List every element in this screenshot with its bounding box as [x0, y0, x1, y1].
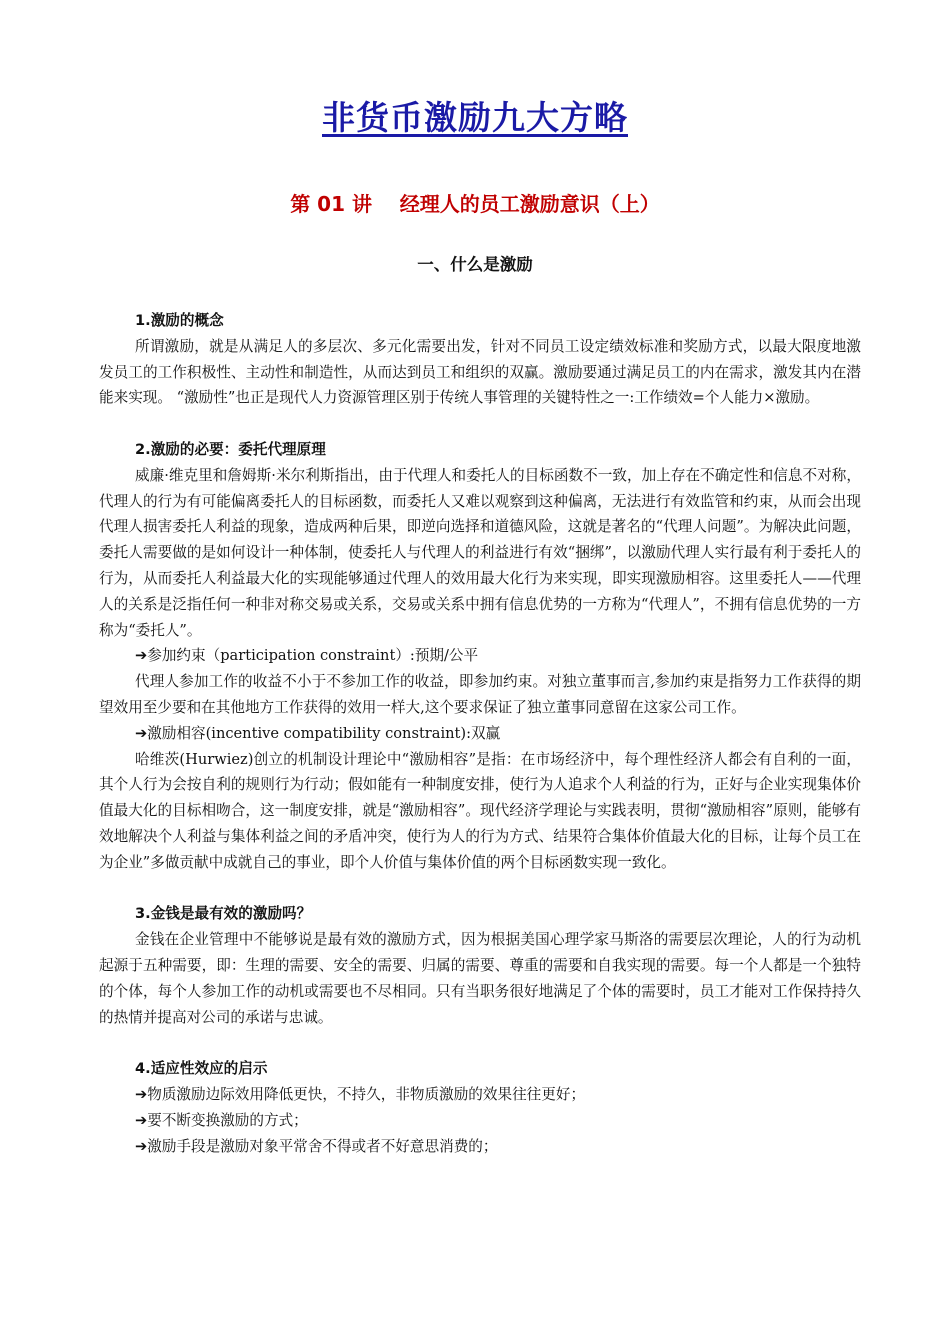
- list-item-text: 物质激励边际效用降低更快，不持久，非物质激励的效果往往更好；: [147, 1085, 586, 1103]
- subsection-heading: 3.金钱是最有效的激励吗？: [135, 905, 312, 923]
- list-item: [135, 1082, 861, 1108]
- list-item-text: 激励手段是激励对象平常舍不得或者不好意思消费的；: [147, 1137, 498, 1155]
- list-item-text: 要不断变换激励的方式；: [147, 1111, 308, 1129]
- section-heading: 一、什么是激励: [417, 255, 533, 274]
- subsection-heading: 2.激励的必要：委托代理原理: [135, 440, 326, 458]
- list-item: [135, 1134, 861, 1160]
- arrow-right-icon: ➔: [135, 724, 148, 742]
- paragraph: 代理人参加工作的收益不小于不参加工作的收益，即参加约束。对独立董事而言,参加约束是指努力工作获得的期望效用至少要和在其他地方工作获得的效用一样大,这个要求保证了独立董事同意留在这家公司工作。: [99, 673, 861, 716]
- arrow-right-icon: ➔: [135, 1137, 148, 1155]
- paragraph: 哈维茨(Hurwiez)创立的机制设计理论中“激励相容”是指：在市场经济中，每个理性经济人都会有自利的一面，其个人行为会按自利的规则行为行动；假如能有一种制度安排，使行为人追求个人利益的行为，正好与企业实现集体价值最大化的目标相吻合，这一制度安排，就是“激励相容”。现代经济学理论与实践表明，贯彻“激励相容”原则，能够有效地解决个人利益与集体利益之间的矛盾冲突，使行为人的行为方式、结果符合集体价值最大化的目标，让每个员工在为企业”多做贡献中成就自己的事业，即个人价值与集体价值的两个目标函数实现一致化。: [99, 750, 861, 871]
- list-item: [135, 1108, 861, 1134]
- document-body: [99, 308, 861, 1159]
- arrow-item-text: 参加约束（participation constraint）:预期/公平: [147, 647, 479, 665]
- paragraph: 金钱在企业管理中不能够说是最有效的激励方式，因为根据美国心理学家马斯洛的需要层次理论，人的行为动机起源于五种需要，即：生理的需要、安全的需要、归属的需要、尊重的需要和自我实现的需要。每一个人都是一个独特的个体，每个人参加工作的动机或需要也不尽相同。只有当职务很好地满足了个体的需要时，员工才能对工作保持持久的热情并提高对公司的承诺与忠诚。: [99, 931, 861, 1026]
- arrow-right-icon: ➔: [135, 647, 148, 665]
- lecture-heading: 第 01 讲 经理人的员工激励意识（上）: [290, 192, 660, 216]
- subsection-heading: 4.适应性效应的启示: [135, 1060, 268, 1078]
- arrow-item: [99, 643, 861, 669]
- paragraph: 威廉·维克里和詹姆斯·米尔利斯指出，由于代理人和委托人的目标函数不一致，加上存在不确定性和信息不对称，代理人的行为有可能偏离委托人的目标函数，而委托人又难以观察到这种偏离，无法进行有效监管和约束，从而会出现代理人损害委托人利益的现象，造成两种后果，即逆向选择和道德风险，这就是著名的“代理人问题”。为解决此问题，委托人需要做的是如何设计一种体制，使委托人与代理人的利益进行有效“捆绑”，以激励代理人实行最有利于委托人的行为，从而委托人利益最大化的实现能够通过代理人的效用最大化行为来实现，即实现激励相容。这里委托人——代理人的关系是泛指任何一种非对称交易或关系，交易或关系中拥有信息优势的一方称为“代理人”，不拥有信息优势的一方称为“委托人”。: [99, 466, 861, 639]
- paragraph: 所谓激励，就是从满足人的多层次、多元化需要出发，针对不同员工设定绩效标准和奖励方式，以最大限度地激发员工的工作积极性、主动性和制造性，从而达到员工和组织的双赢。激励要通过满足员工的内在需求，激发其内在潜能来实现。 “激励性”也正是现代人力资源管理区别于传统人事管理的关键特性之一:工作绩效=个人能力×激励。: [99, 337, 861, 407]
- subsection-heading: 1.激励的概念: [135, 312, 224, 329]
- arrow-right-icon: ➔: [135, 1111, 148, 1129]
- arrow-item: [99, 721, 861, 747]
- document-title: 非货币激励九大方略: [322, 98, 628, 137]
- arrow-right-icon: ➔: [135, 1085, 148, 1103]
- arrow-item-text: 激励相容(incentive compatibility constraint):双赢: [147, 724, 501, 742]
